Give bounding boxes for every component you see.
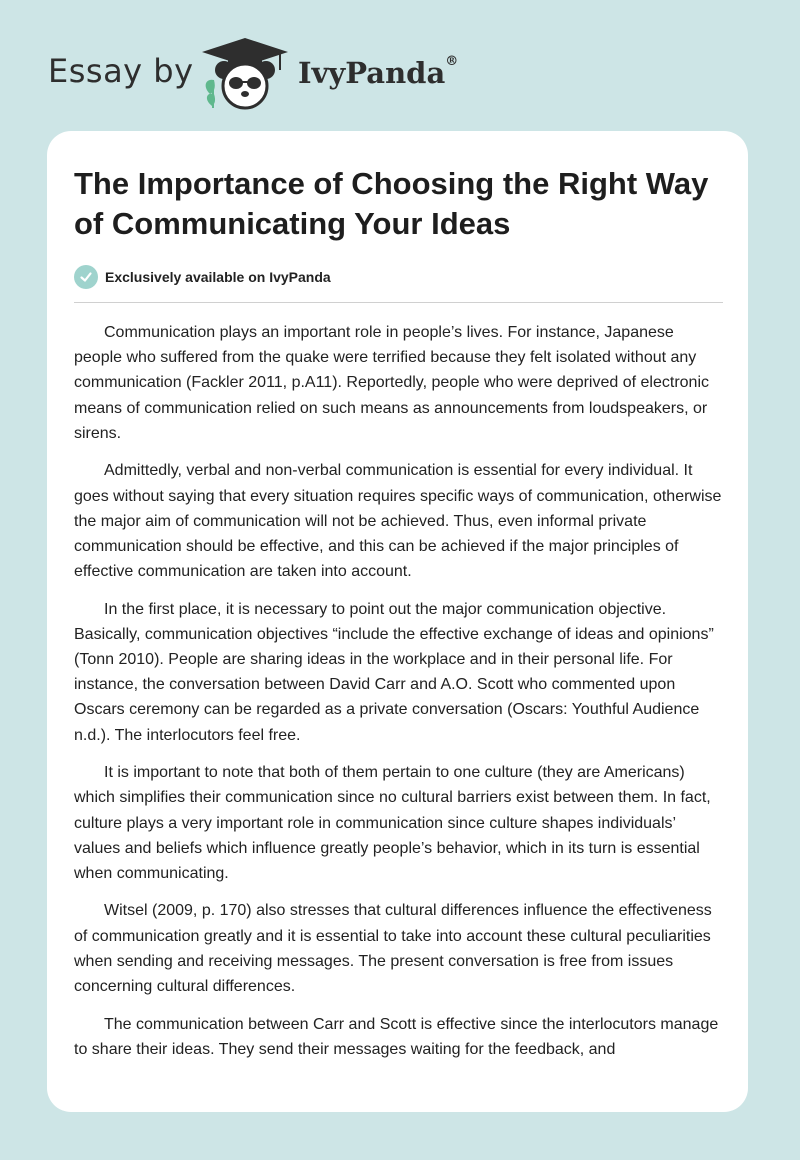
paragraph: Admittedly, verbal and non-verbal communication is essential for every individual. It goes without saying that every situation requires specific ways of communication, otherwise the major aim of communication will not be achieved. Thus, even informal private communication should be effective, and this can be achieved if the major principles of effective communication are taken into account. [74, 462, 722, 581]
paragraph: It is important to note that both of them pertain to one culture (they are Americans) which simplifies their communication since no cultural barriers exist between them. In fact, culture plays a very important role in communication since culture shapes individuals’ values and beliefs which influence greatly people’s behavior, which in its turn is essential when communicating. [74, 764, 711, 882]
essay-card [47, 131, 748, 1112]
exclusive-badge [74, 264, 331, 290]
site-header [0, 0, 800, 130]
exclusive-badge-label: Exclusively available on IvyPanda [105, 269, 331, 285]
essay-title: The Importance of Choosing the Right Way of Communicating Your Ideas [74, 166, 709, 241]
essay-body [74, 320, 726, 1074]
paragraph: Communication plays an important role in people’s lives. For instance, Japanese people who suffered from the quake were terrified because they felt isolated without any communication (Fackler 2011, p.A11). Reportedly, people who were deprived of electronic means of communication relied on such means as announcements from loudspeakers, or sirens. [74, 324, 709, 442]
brand-name[interactable] [298, 56, 458, 90]
paragraph: The communication between Carr and Scott is effective since the interlocutors manage to share their ideas. They send their messages waiting for the feedback, and [74, 1015, 719, 1058]
panda-logo-icon[interactable] [200, 36, 290, 110]
divider [74, 302, 723, 303]
check-icon [74, 265, 98, 289]
essay-by-label: Essay by [48, 52, 194, 90]
brand-text: IvyPanda [298, 56, 446, 90]
paragraph: Witsel (2009, p. 170) also stresses that cultural differences influence the effectiveness of communication greatly and it is essential to take into account these cultural peculiarities when sending and receiving messages. The present conversation is free from issues concerning cultural differences. [74, 902, 712, 996]
paragraph: In the first place, it is necessary to point out the major communication objective. Basically, communication objectives “include the effective exchange of ideas and opinions” (Tonn 2010). People are sharing ideas in the workplace and in their personal life. For instance, the conversation between David Carr and A.O. Scott who commented upon Oscars ceremony can be regarded as a private conversation (Oscars: Youthful Audience n.d.). The interlocutors feel free. [74, 600, 714, 744]
registered-mark: ® [445, 54, 459, 69]
